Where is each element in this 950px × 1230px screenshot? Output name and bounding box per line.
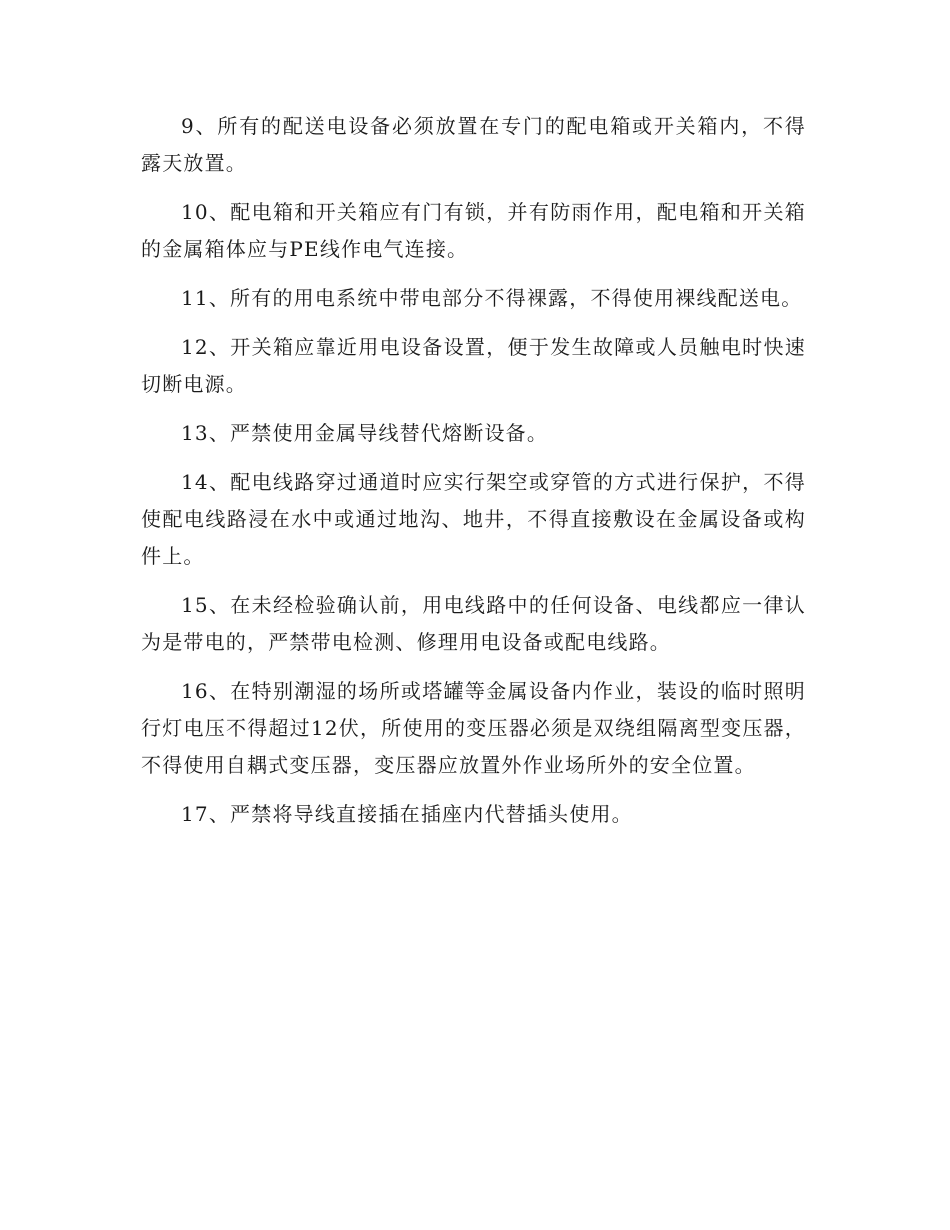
paragraph-rule-11: 11、所有的用电系统中带电部分不得裸露，不得使用裸线配送电。 [181,286,803,310]
paragraph-rule-16: 16、在特别潮湿的场所或塔罐等金属设备内作业，装设的临时照明行灯电压不得超过12伏，所使用的变压器必须是双绕组隔离型变压器，不得使用自耦式变压器，变压器应放置外作业场所外的安全位置。 [141,679,806,777]
paragraph-rule-10: 10、配电箱和开关箱应有门有锁，并有防雨作用，配电箱和开关箱的金属箱体应与PE线作电气连接。 [141,200,806,261]
document-body [141,108,806,845]
paragraph-rule-14: 14、配电线路穿过通道时应实行架空或穿管的方式进行保护，不得使配电线路浸在水中或通过地沟、地井，不得直接敷设在金属设备或构件上。 [141,470,806,568]
paragraph-rule-15: 15、在未经检验确认前，用电线路中的任何设备、电线都应一律认为是带电的，严禁带电检测、修理用电设备或配电线路。 [141,593,806,654]
paragraph-rule-13: 13、严禁使用金属导线替代熔断设备。 [181,421,549,445]
paragraph-rule-9: 9、所有的配送电设备必须放置在专门的配电箱或开关箱内，不得露天放置。 [141,114,806,175]
paragraph-rule-17: 17、严禁将导线直接插在插座内代替插头使用。 [181,802,633,826]
paragraph-rule-12: 12、开关箱应靠近用电设备设置，便于发生故障或人员触电时快速切断电源。 [141,335,806,396]
